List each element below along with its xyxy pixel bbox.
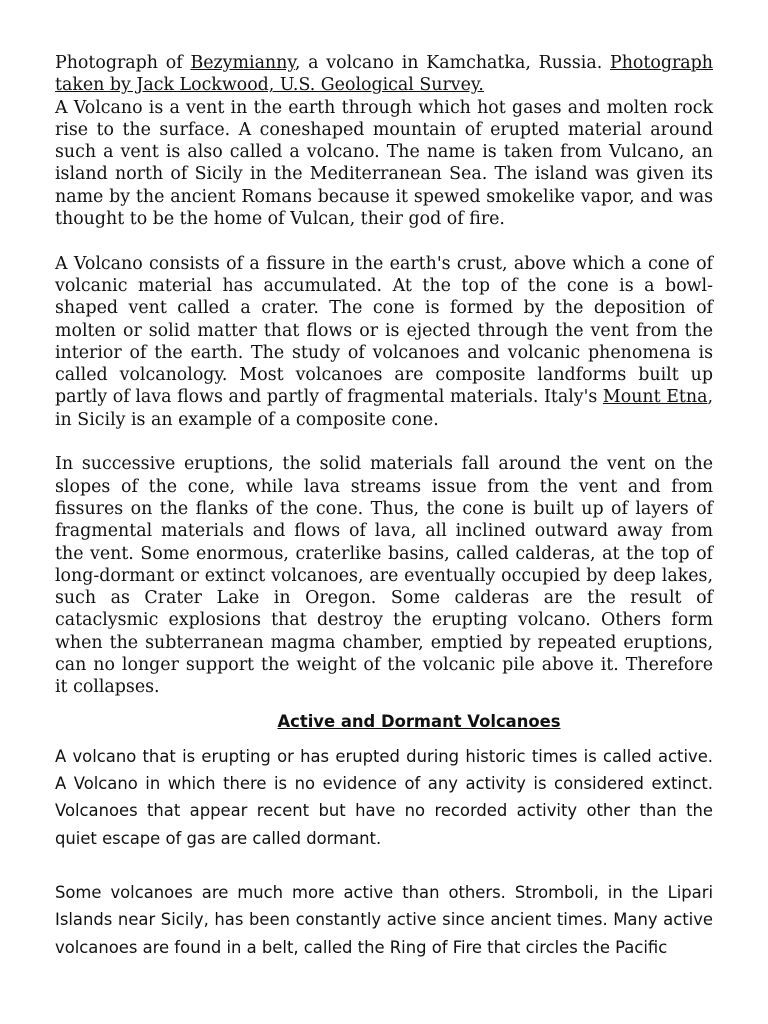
photo-credit-link[interactable]: Photograph taken by Jack Lockwood, U.S. Geological Survey. xyxy=(55,53,713,96)
mount-etna-link[interactable]: Mount Etna xyxy=(602,387,708,408)
section-heading: Active and Dormant Volcanoes xyxy=(277,711,561,731)
intro-paragraph: A Volcano is a vent in the earth through which hot gases and molten rock rise to the surface. A coneshaped mountain of erupted material around such a vent is also called a volcano. The name is taken from Vulcano, an island north of Sicily in the Mediterranean Sea. The island was given its name by the ancient Romans because it spewed smokelike vapor, and was thought to be the home of Vulcan, their god of fire. xyxy=(55,97,713,230)
structure-text-end: , in Sicily is an example of a composite cone. xyxy=(55,387,713,430)
caption-middle: , a volcano in Kamchatka, Russia. xyxy=(294,53,611,73)
eruptions-paragraph: In successive eruptions, the solid materials fall around the vent on the slopes of the cone, while lava streams issue from the vent and from fissures on the flanks of the cone. Thus, the cone is built up of layers of fragmental materials and flows of lava, all inclined outward away from the vent. Some enormous, craterlike basins, called calderas, at the top of long-dormant or extinct volcanoes, are eventually occupied by deep lakes, such as Crater Lake in Oregon. Some calderas are the result of cataclysmic explosions that destroy the erupting volcano. Others form when the subterranean magma chamber, emptied by repeated eruptions, can no longer support the weight of the volcanic pile above it. Therefore it collapses. xyxy=(55,454,713,698)
activity-paragraph: Some volcanoes are much more active than others. Stromboli, in the Lipari Islands near Sicily, has been constantly active since ancient times. Many active volcanoes are found in a belt, called the Ring of Fire that circles the Pacific xyxy=(55,883,713,957)
caption-prefix: Photograph of xyxy=(55,53,191,73)
structure-paragraph xyxy=(55,253,713,431)
paragraph-gap xyxy=(55,431,713,453)
document-page xyxy=(55,52,713,961)
paragraph-gap xyxy=(55,230,713,252)
paragraph-gap xyxy=(55,852,713,879)
photo-caption xyxy=(55,52,713,97)
bezymianny-link[interactable]: Bezymianny xyxy=(190,53,295,73)
structure-text: A Volcano consists of a fissure in the earth's crust, above which a cone of volcanic material has accumulated. At the top of the cone is a bowl-shaped vent called a crater. The cone is formed by the deposition of molten or solid matter that flows or is ejected through the vent from the interior of the earth. The study of volcanoes and volcanic phenomena is called volcanology. Most volcanoes are composite landforms built up partly of lava flows and partly of fragmental materials. Italy's xyxy=(55,253,713,408)
active-dormant-paragraph: A volcano that is erupting or has erupted during historic times is called active. A Volcano in which there is no evidence of any activity is considered extinct. Volcanoes that appear recent but have no recorded activity other than the quiet escape of gas are called dormant. xyxy=(55,746,713,848)
